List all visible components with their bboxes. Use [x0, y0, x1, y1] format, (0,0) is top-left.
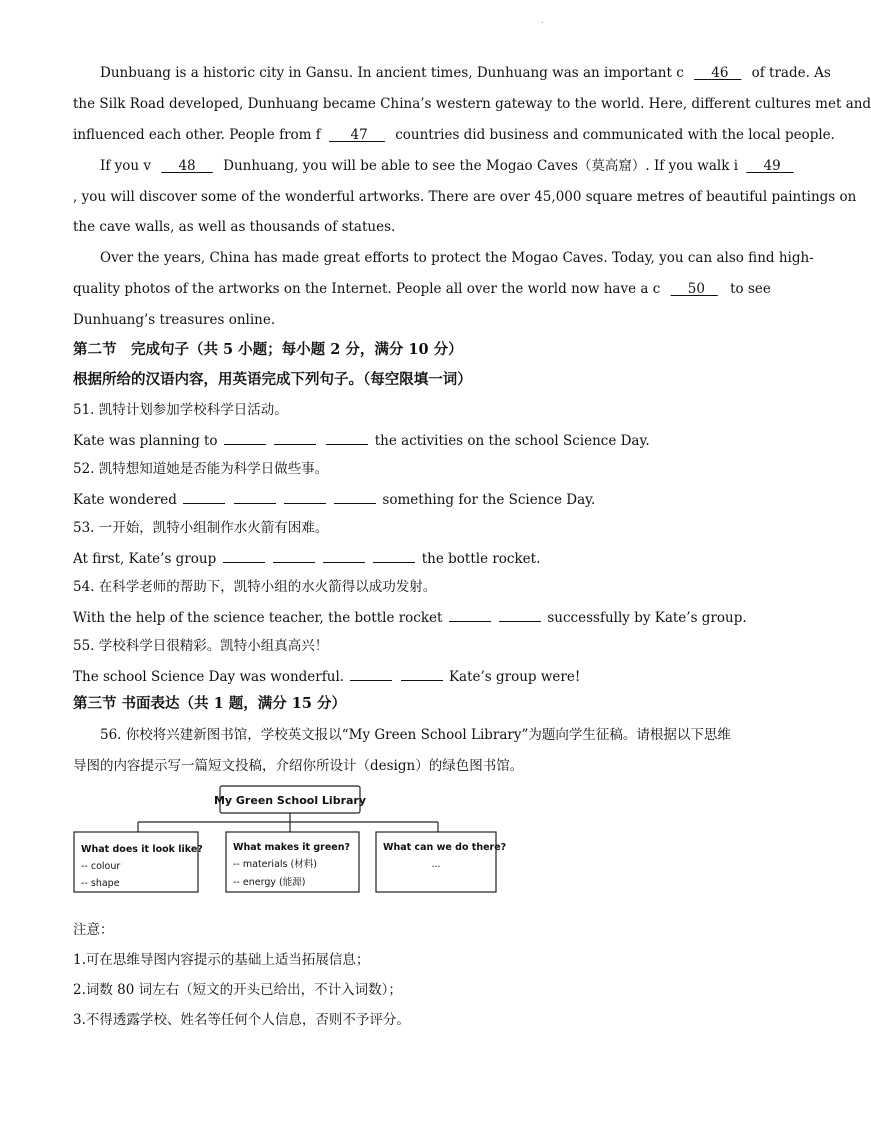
text: successfully by Kate’s group. — [547, 610, 747, 626]
text: to see — [730, 281, 771, 297]
text: countries did business and communicated with the local people. — [395, 127, 835, 143]
text: Kate’s group were! — [448, 669, 581, 685]
q51-chinese: 51. 凯特计划参加学校科学日活动。 — [73, 402, 288, 418]
blank-50[interactable]: 50 — [687, 281, 705, 297]
blank-48[interactable]: 48 — [178, 158, 196, 174]
q52-english — [73, 489, 595, 509]
blank-47[interactable]: 47 — [350, 127, 368, 143]
text: of trade. As — [751, 65, 831, 81]
passage-p2-line2: , you will discover some of the wonderful artworks. There are over 45,000 square metres of beautiful paintings on — [73, 189, 857, 205]
section2-instruction: 根据所给的汉语内容，用英语完成下列句子。（每空限填一词） — [73, 371, 472, 388]
q54-english — [73, 607, 747, 627]
answer-blank[interactable] — [223, 548, 265, 563]
note-item-1: 1.可在思维导图内容提示的基础上适当拓展信息； — [73, 952, 370, 968]
mindmap-box1-title: What does it look like? — [81, 844, 203, 855]
corner-mark: . — [541, 16, 544, 25]
answer-blank[interactable] — [449, 607, 491, 622]
q56-prompt-line1: 56. 你校将兴建新图书馆，学校英文报以“My Green School Library”为题向学生征稿。请根据以下思维 — [100, 727, 731, 743]
mindmap-box2-item: -- materials (材料) — [233, 859, 317, 870]
mindmap-box3-title: What can we do there? — [383, 842, 507, 853]
answer-blank[interactable] — [284, 489, 326, 504]
q56-prompt-line2: 导图的内容提示写一篇短文投稿，介绍你所设计（design）的绿色图书馆。 — [73, 758, 524, 774]
q51-english — [73, 430, 650, 450]
mind-map — [0, 780, 800, 900]
answer-blank[interactable] — [334, 489, 376, 504]
mindmap-box1-item: -- shape — [81, 878, 120, 889]
section2-title: 第二节 完成句子（共 5 小题；每小题 2 分，满分 10 分） — [73, 341, 463, 358]
text: If you v — [100, 158, 151, 174]
mindmap-root-label: My Green School Library — [213, 794, 367, 807]
text: With the help of the science teacher, the bottle rocket — [73, 610, 443, 626]
text: quality photos of the artworks on the Internet. People all over the world now have a c — [73, 281, 661, 297]
passage-p2-line3: the cave walls, as well as thousands of statues. — [73, 219, 396, 235]
answer-blank[interactable] — [224, 430, 266, 445]
answer-blank[interactable] — [401, 666, 443, 681]
text: the bottle rocket. — [421, 551, 541, 567]
text: influenced each other. People from f — [73, 127, 321, 143]
q54-chinese: 54. 在科学老师的帮助下，凯特小组的水火箭得以成功发射。 — [73, 579, 437, 595]
answer-blank[interactable] — [499, 607, 541, 622]
passage-p3-line2 — [73, 280, 771, 298]
q52-chinese: 52. 凯特想知道她是否能为科学日做些事。 — [73, 461, 329, 477]
answer-blank[interactable] — [326, 430, 368, 445]
text: Kate was planning to — [73, 433, 218, 449]
mindmap-box2-item: -- energy (能源) — [233, 877, 306, 888]
note-item-2: 2.词数 80 词左右（短文的开头已给出，不计入词数）； — [73, 982, 402, 998]
answer-blank[interactable] — [274, 430, 316, 445]
passage-p2-line1 — [100, 157, 794, 175]
answer-blank[interactable] — [273, 548, 315, 563]
q55-english — [73, 666, 580, 686]
mindmap-box1-item: -- colour — [81, 861, 121, 872]
answer-blank[interactable] — [350, 666, 392, 681]
text: Dunbuang is a historic city in Gansu. In ancient times, Dunhuang was an important c — [100, 65, 684, 81]
answer-blank[interactable] — [373, 548, 415, 563]
note-item-3: 3.不得透露学校、姓名等任何个人信息，否则不予评分。 — [73, 1012, 410, 1028]
passage-p3-line1: Over the years, China has made great efforts to protect the Mogao Caves. Today, you can also find high- — [100, 250, 814, 266]
blank-49[interactable]: 49 — [763, 158, 781, 174]
text: Kate wondered — [73, 492, 177, 508]
section3-title: 第三节 书面表达（共 1 题，满分 15 分） — [73, 695, 347, 712]
q55-chinese: 55. 学校科学日很精彩。凯特小组真高兴！ — [73, 638, 329, 654]
answer-blank[interactable] — [323, 548, 365, 563]
text: something for the Science Day. — [382, 492, 596, 508]
note-title: 注意： — [73, 922, 114, 938]
text: The school Science Day was wonderful. — [73, 669, 345, 685]
text: the activities on the school Science Day. — [374, 433, 650, 449]
passage-p1-line1 — [100, 64, 831, 82]
blank-46[interactable]: 46 — [711, 65, 729, 81]
mindmap-box2-title: What makes it green? — [233, 842, 351, 853]
text: Dunhuang, you will be able to see the Mogao Caves（莫高窟）. If you walk i — [223, 158, 739, 174]
q53-english — [73, 548, 540, 568]
text: At first, Kate’s group — [73, 551, 217, 567]
answer-blank[interactable] — [183, 489, 225, 504]
passage-p3-line3: Dunhuang’s treasures online. — [73, 312, 276, 328]
mindmap-box3-item: ... — [431, 859, 441, 870]
passage-p1-line3 — [73, 126, 835, 144]
answer-blank[interactable] — [234, 489, 276, 504]
passage-p1-line2: the Silk Road developed, Dunhuang became China’s western gateway to the world. Here, different cultures met and — [73, 96, 871, 112]
q53-chinese: 53. 一开始，凯特小组制作水火箭有困难。 — [73, 520, 329, 536]
